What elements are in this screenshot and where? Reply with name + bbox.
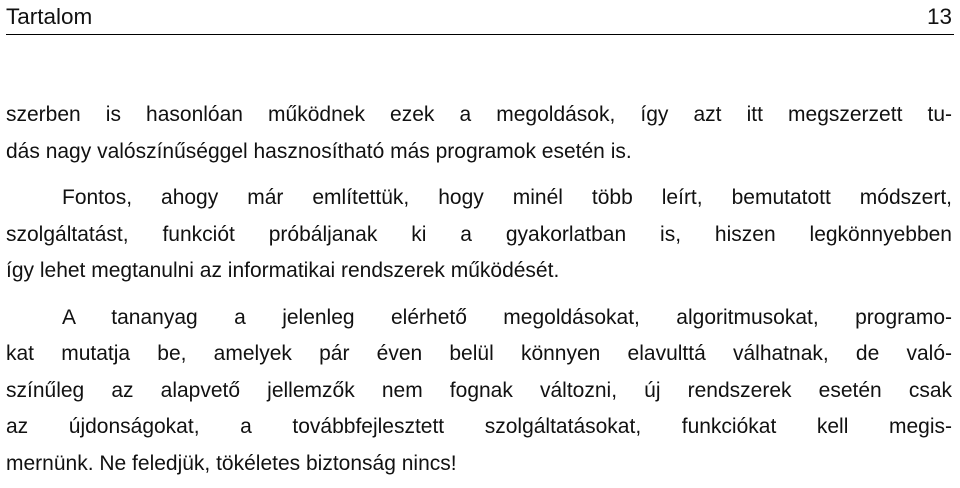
paragraph-1 <box>6 97 952 170</box>
header-title: Tartalom <box>6 4 93 29</box>
text-line: Fontos, ahogy már említettük, hogy minél több leírt, bemutatott módszert, <box>62 186 952 209</box>
paragraph-2 <box>6 180 952 290</box>
text-line: dás nagy valószínűséggel hasznosítható más programok esetén is. <box>6 139 632 163</box>
text-line: A tananyag a jelenleg elérhető megoldásokat, algoritmusokat, programo- <box>62 305 952 329</box>
text-line: színűleg az alapvető jellemzők nem fognak változni, új rendszerek esetén csak <box>6 378 952 402</box>
text-line: szerben is hasonlóan működnek ezek a megoldások, így azt itt megszerzett tu- <box>6 103 952 126</box>
body-text <box>6 97 952 482</box>
paragraph-3 <box>6 300 952 483</box>
header-divider <box>6 34 954 35</box>
text-line: így lehet megtanulni az informatikai rendszerek működését. <box>6 259 560 282</box>
text-line: szolgáltatást, funkciót próbáljanak ki a gyakorlatban is, hiszen legkönnyebben <box>6 222 952 246</box>
text-line: kat mutatja be, amelyek pár éven belül könnyen elavulttá válhatnak, de való- <box>6 342 952 365</box>
text-line: az újdonságokat, a továbbfejlesztett szolgáltatásokat, funkciókat kell megis- <box>6 415 952 438</box>
running-header <box>6 2 952 34</box>
text-line: mernünk. Ne feledjük, tökéletes biztonság nincs! <box>6 451 457 475</box>
page-number: 13 <box>926 4 952 29</box>
